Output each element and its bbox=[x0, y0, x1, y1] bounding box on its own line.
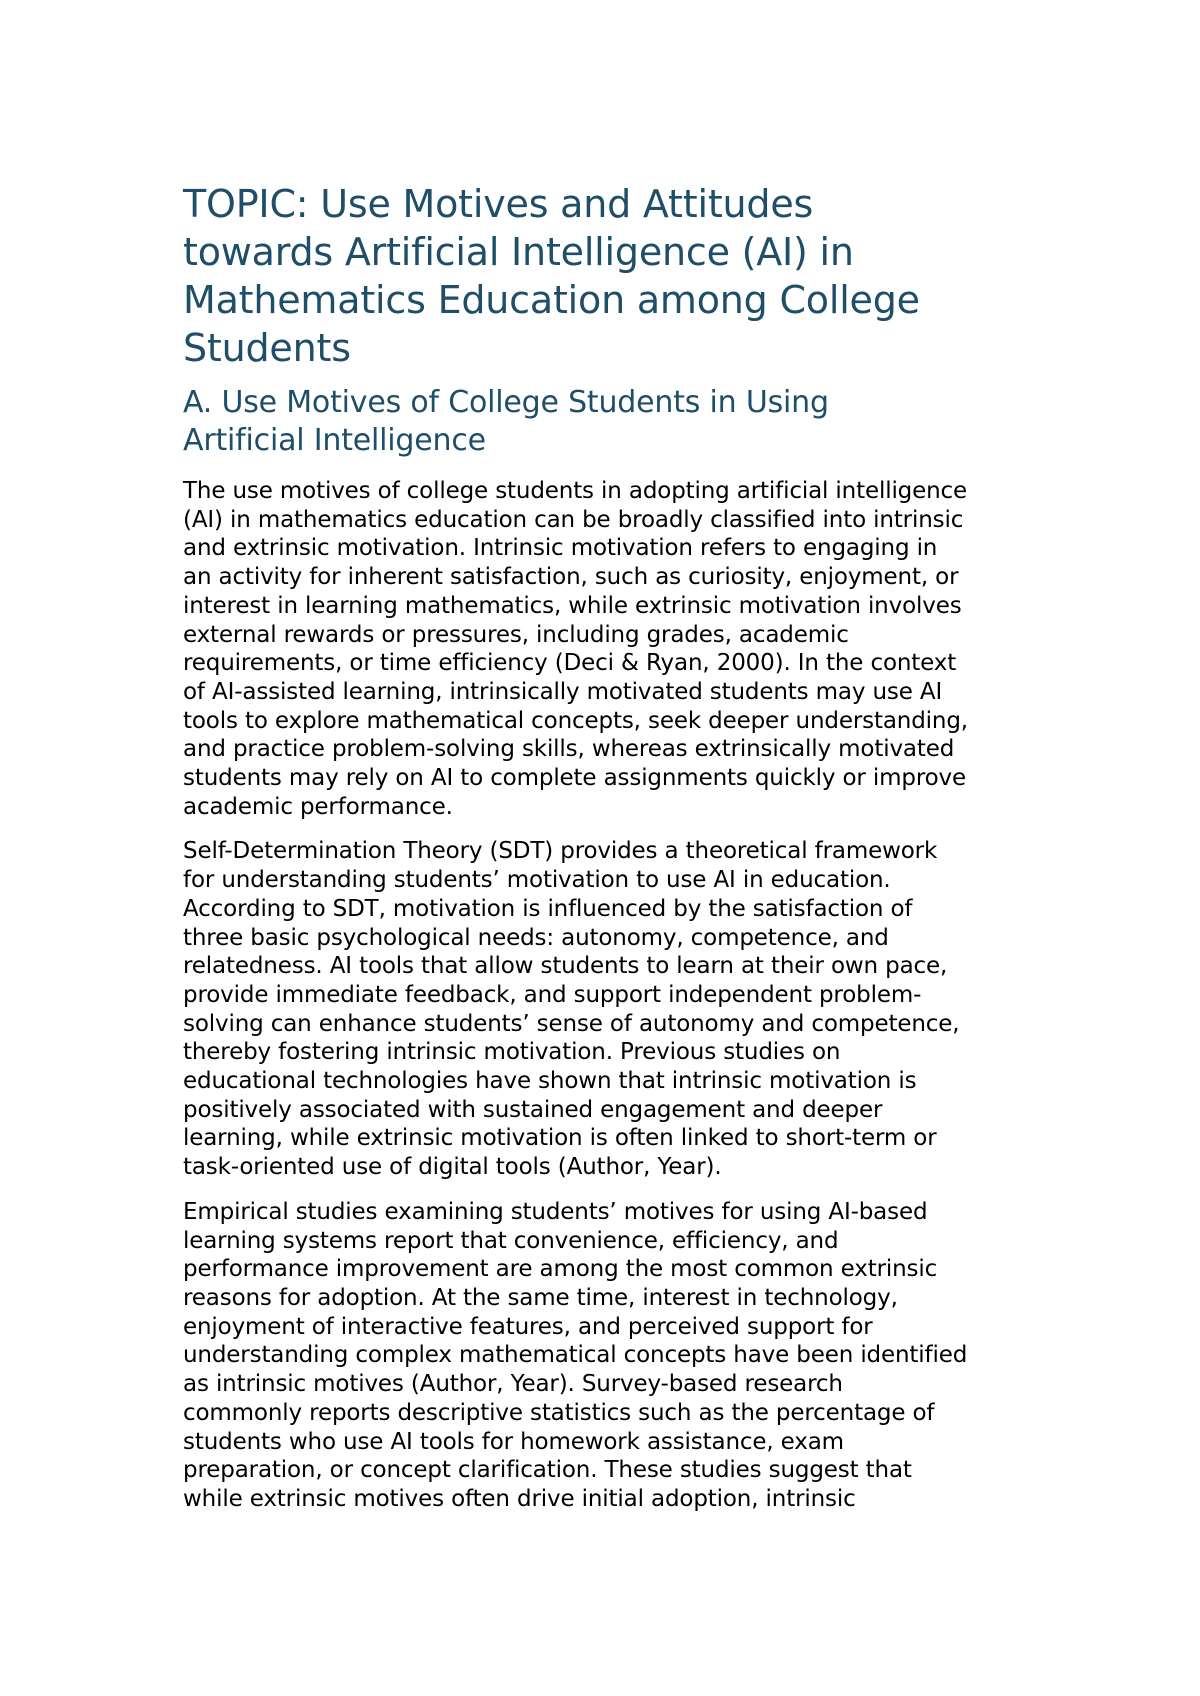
text-line: Students bbox=[183, 326, 351, 370]
text-line: students may rely on AI to complete assignments quickly or improve bbox=[183, 765, 967, 792]
text-line: learning systems report that convenience, efficiency, and bbox=[183, 1227, 839, 1254]
text-line: learning, while extrinsic motivation is often linked to short-term or bbox=[183, 1125, 937, 1152]
document-title bbox=[183, 180, 1033, 372]
text-line: Mathematics Education among College bbox=[183, 278, 920, 322]
text-line: for understanding students’ motivation to use AI in education. bbox=[183, 867, 891, 894]
text-line: enjoyment of interactive features, and perceived support for bbox=[183, 1313, 873, 1340]
text-line: educational technologies have shown that intrinsic motivation is bbox=[183, 1068, 917, 1095]
text-line: as intrinsic motives (Author, Year). Survey-based research bbox=[183, 1371, 843, 1398]
text-line: Empirical studies examining students’ motives for using AI-based bbox=[183, 1198, 928, 1225]
text-line: and practice problem-solving skills, whereas extrinsically motivated bbox=[183, 736, 955, 763]
text-line: tools to explore mathematical concepts, seek deeper understanding, bbox=[183, 707, 968, 734]
text-line: understanding complex mathematical concepts have been identified bbox=[183, 1342, 968, 1369]
body-paragraph-3 bbox=[183, 1198, 1033, 1514]
text-line: solving can enhance students’ sense of autonomy and competence, bbox=[183, 1010, 960, 1037]
text-line: Self-Determination Theory (SDT) provides a theoretical framework bbox=[183, 838, 938, 865]
text-line: academic performance. bbox=[183, 793, 453, 820]
text-line: thereby fostering intrinsic motivation. Previous studies on bbox=[183, 1039, 841, 1066]
text-line: while extrinsic motives often drive initial adoption, intrinsic bbox=[183, 1485, 856, 1512]
text-line: towards Artificial Intelligence (AI) in bbox=[183, 230, 854, 274]
text-line: students who use AI tools for homework assistance, exam bbox=[183, 1428, 844, 1455]
text-line: relatedness. AI tools that allow students to learn at their own pace, bbox=[183, 953, 948, 980]
text-line: external rewards or pressures, including grades, academic bbox=[183, 621, 849, 648]
text-line: According to SDT, motivation is influenced by the satisfaction of bbox=[183, 895, 913, 922]
text-line: Artificial Intelligence bbox=[183, 423, 486, 458]
text-line: three basic psychological needs: autonomy, competence, and bbox=[183, 924, 889, 951]
body-paragraph-2 bbox=[183, 837, 1033, 1181]
text-line: interest in learning mathematics, while extrinsic motivation involves bbox=[183, 592, 962, 619]
text-line: The use motives of college students in adopting artificial intelligence bbox=[183, 478, 968, 504]
body-paragraph-1 bbox=[183, 477, 1033, 821]
section-heading bbox=[183, 384, 1033, 460]
text-line: TOPIC: Use Motives and Attitudes bbox=[183, 182, 814, 226]
text-line: (AI) in mathematics education can be broadly classified into intrinsic bbox=[183, 506, 964, 533]
text-line: task-oriented use of digital tools (Author, Year). bbox=[183, 1154, 722, 1181]
text-line: provide immediate feedback, and support independent problem- bbox=[183, 981, 922, 1008]
text-line: positively associated with sustained engagement and deeper bbox=[183, 1096, 883, 1123]
text-line: A. Use Motives of College Students in Using bbox=[183, 385, 829, 420]
text-line: commonly reports descriptive statistics such as the percentage of bbox=[183, 1399, 935, 1426]
text-line: and extrinsic motivation. Intrinsic motivation refers to engaging in bbox=[183, 535, 938, 562]
text-line: performance improvement are among the most common extrinsic bbox=[183, 1256, 938, 1283]
text-line: of AI-assisted learning, intrinsically motivated students may use AI bbox=[183, 678, 943, 705]
text-line: preparation, or concept clarification. These studies suggest that bbox=[183, 1457, 912, 1484]
text-line: an activity for inherent satisfaction, such as curiosity, enjoyment, or bbox=[183, 564, 959, 591]
document-body bbox=[183, 180, 1033, 1514]
text-line: reasons for adoption. At the same time, interest in technology, bbox=[183, 1284, 898, 1311]
text-line: requirements, or time efficiency (Deci & Ryan, 2000). In the context bbox=[183, 650, 957, 677]
